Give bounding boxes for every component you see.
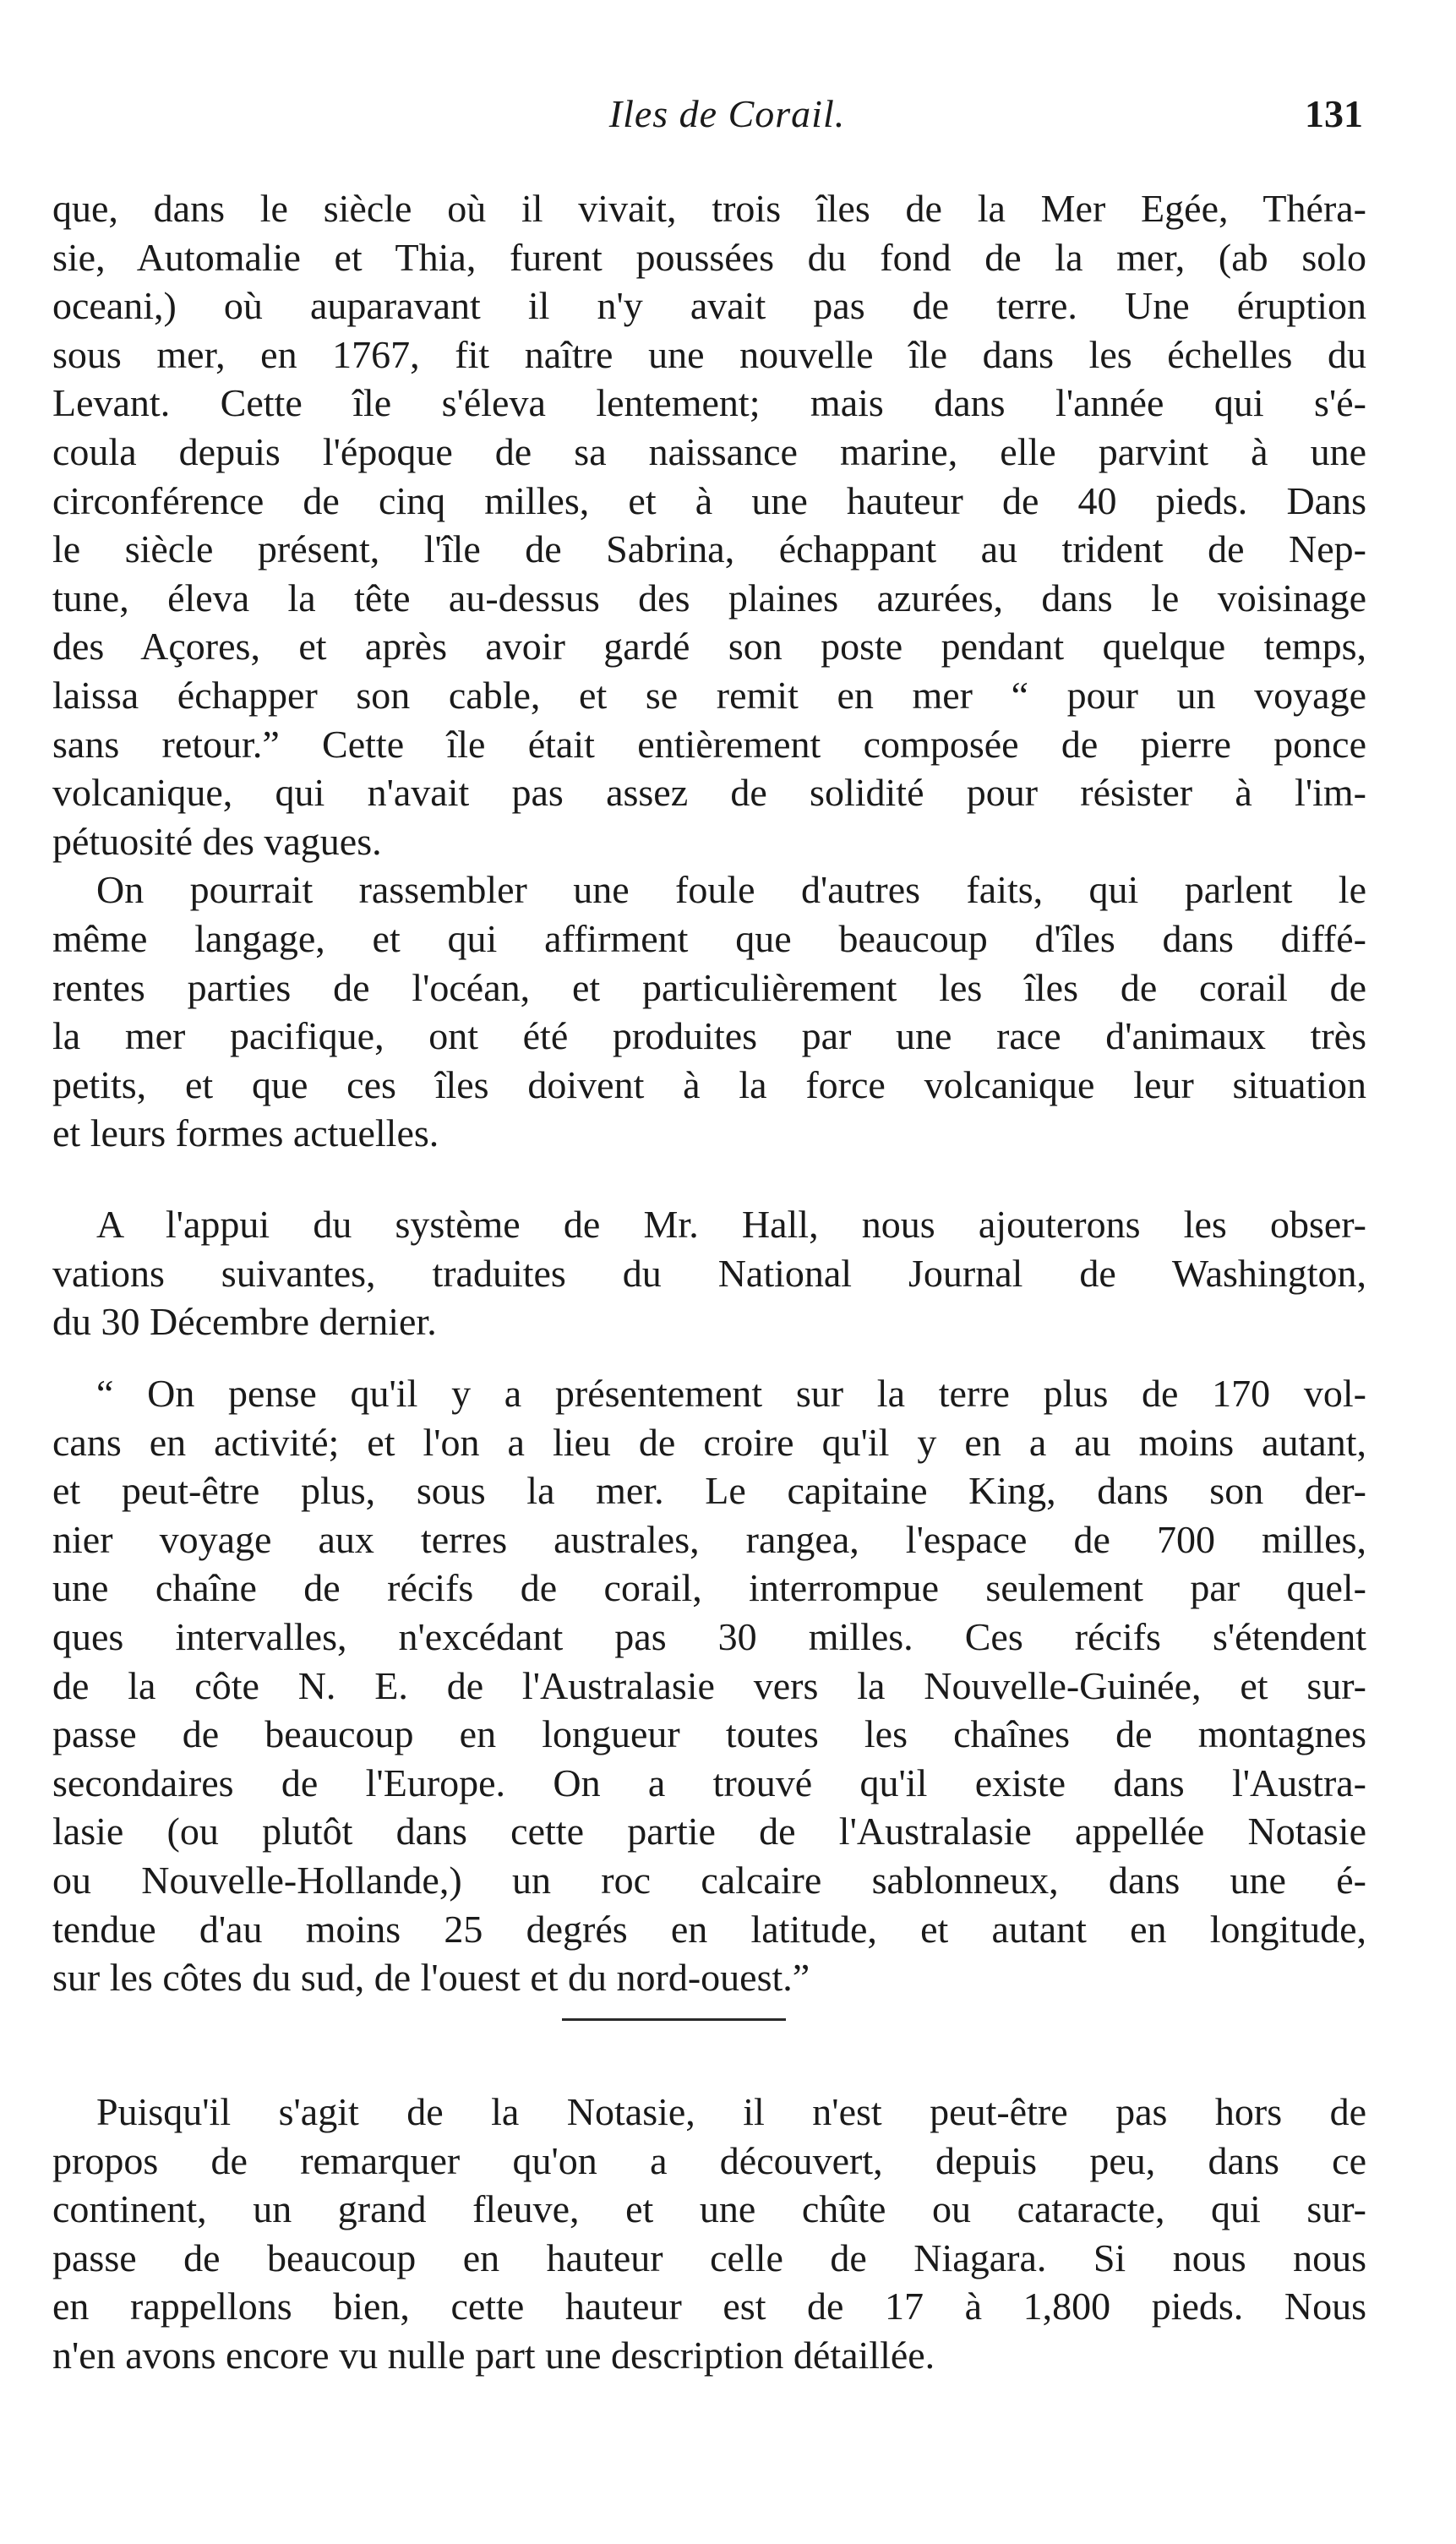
section-divider: [562, 2018, 786, 2021]
text-line: laissa échapper son cable, et se remit en mer “ pour un voyage: [52, 673, 1366, 717]
text-line: sur les côtes du sud, de l'ouest et du nord-ouest.”: [52, 1956, 810, 2000]
text-line: passe de beaucoup en hauteur celle de Niagara. Si nous nous: [52, 2236, 1366, 2279]
text-line: passe de beaucoup en longueur toutes les chaînes de montagnes: [52, 1712, 1366, 1756]
text-line: et leurs formes actuelles.: [52, 1111, 439, 1155]
text-line: même langage, et qui affirment que beaucoup d'îles dans diffé-: [52, 916, 1366, 960]
text-line: du 30 Décembre dernier.: [52, 1300, 437, 1344]
text-line: en rappellons bien, cette hauteur est de 17 à 1,800 pieds. Nous: [52, 2285, 1366, 2328]
text-line: lasie (ou plutôt dans cette partie de l'Australasie appellée Notasie: [52, 1810, 1366, 1853]
text-line: ou Nouvelle-Hollande,) un roc calcaire sablonneux, dans une é-: [52, 1858, 1366, 1902]
text-line: de la côte N. E. de l'Australasie vers la Nouvelle-Guinée, et sur-: [52, 1663, 1366, 1707]
text-line: Puisqu'il s'agit de la Notasie, il n'est peut-être pas hors de: [96, 2090, 1366, 2133]
text-line: le siècle présent, l'île de Sabrina, échappant au trident de Nep-: [52, 527, 1366, 571]
text-line: vations suivantes, traduites du National Journal de Washington,: [52, 1251, 1366, 1295]
text-line: pétuosité des vagues.: [52, 819, 382, 863]
text-line: On pourrait rassembler une foule d'autres faits, qui parlent le: [96, 868, 1366, 912]
text-line: rentes parties de l'océan, et particulièrement les îles de corail de: [52, 965, 1366, 1009]
text-line: sous mer, en 1767, fit naître une nouvelle île dans les échelles du: [52, 332, 1366, 376]
running-title: Iles de Corail.: [608, 92, 846, 135]
text-line: propos de remarquer qu'on a découvert, depuis peu, dans ce: [52, 2138, 1366, 2182]
text-line: cans en activité; et l'on a lieu de croire qu'il y en a au moins autant,: [52, 1420, 1366, 1464]
text-line: secondaires de l'Europe. On a trouvé qu'il existe dans l'Austra-: [52, 1761, 1366, 1804]
text-line: n'en avons encore vu nulle part une description détaillée.: [52, 2333, 935, 2377]
text-line: Levant. Cette île s'éleva lentement; mais dans l'année qui s'é-: [52, 381, 1366, 425]
text-line: et peut-être plus, sous la mer. Le capitaine King, dans son der-: [52, 1469, 1366, 1513]
text-line: tune, éleva la tête au-dessus des plaines azurées, dans le voisinage: [52, 576, 1366, 620]
body-text-notasie: [52, 2088, 1366, 2380]
text-line: petits, et que ces îles doivent à la force volcanique leur situation: [52, 1062, 1366, 1106]
page-number: 131: [1305, 92, 1363, 135]
text-line: sans retour.” Cette île était entièrement composée de pierre ponce: [52, 722, 1366, 766]
body-text-quotation: [52, 1369, 1366, 2002]
body-text-volcanic-islands: [52, 184, 1366, 1158]
running-head: [91, 89, 1363, 148]
text-line: ques intervalles, n'excédant pas 30 milles. Ces récifs s'étendent: [52, 1614, 1366, 1658]
text-line: la mer pacifique, ont été produites par une race d'animaux très: [52, 1014, 1366, 1058]
text-line: continent, un grand fleuve, et une chûte ou cataracte, qui sur-: [52, 2187, 1366, 2231]
text-line: nier voyage aux terres australes, rangea, l'espace de 700 milles,: [52, 1517, 1366, 1561]
body-text-hall-system: [52, 1200, 1366, 1346]
text-line: circonférence de cinq milles, et à une hauteur de 40 pieds. Dans: [52, 478, 1366, 522]
text-line: A l'appui du système de Mr. Hall, nous ajouterons les obser-: [96, 1203, 1366, 1246]
text-line: oceani,) où auparavant il n'y avait pas de terre. Une éruption: [52, 284, 1366, 328]
text-line: une chaîne de récifs de corail, interrompue seulement par quel-: [52, 1566, 1366, 1610]
text-line: “ On pense qu'il y a présentement sur la terre plus de 170 vol-: [96, 1372, 1366, 1415]
text-line: volcanique, qui n'avait pas assez de solidité pour résister à l'im-: [52, 771, 1366, 815]
text-line: sie, Automalie et Thia, furent poussées du fond de la mer, (ab solo: [52, 235, 1366, 279]
text-line: que, dans le siècle où il vivait, trois îles de la Mer Egée, Théra-: [52, 187, 1366, 230]
text-line: coula depuis l'époque de sa naissance marine, elle parvint à une: [52, 429, 1366, 473]
text-line: tendue d'au moins 25 degrés en latitude, et autant en longitude,: [52, 1907, 1366, 1951]
text-line: des Açores, et après avoir gardé son poste pendant quelque temps,: [52, 625, 1366, 669]
